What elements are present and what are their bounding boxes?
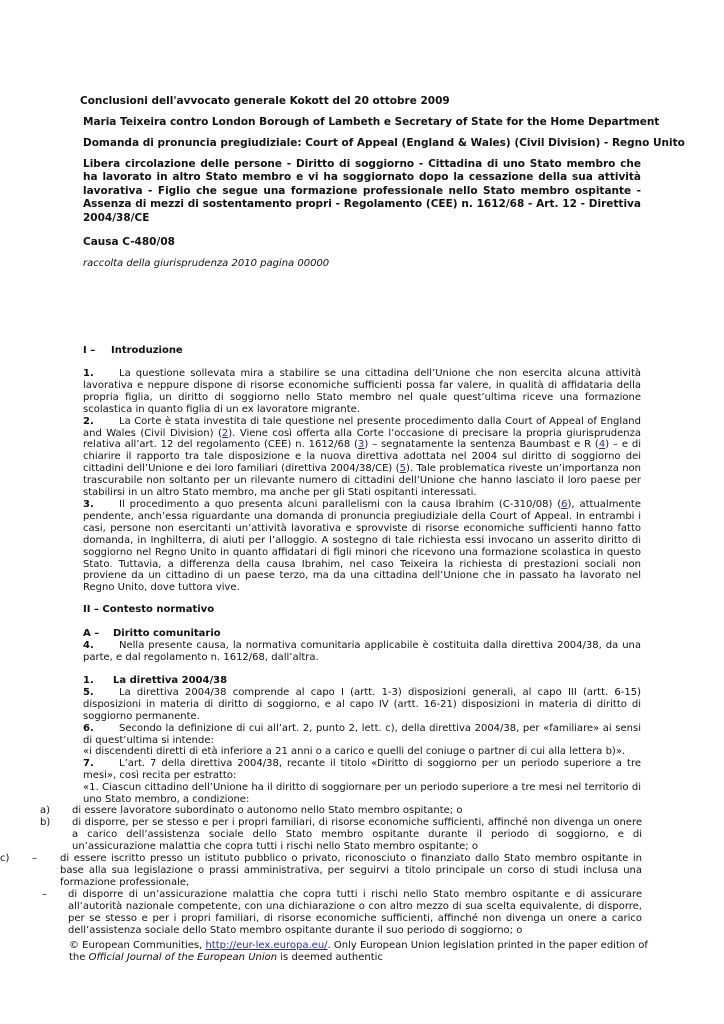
footnote-link-3[interactable]: 3	[357, 439, 365, 451]
case-collection: raccolta della giurisprudenza 2010 pagina 00000	[83, 258, 330, 269]
case-number: Causa C-480/08	[83, 236, 175, 248]
section-number: I –	[83, 345, 96, 356]
list-item-a: a) di essere lavoratore subordinato o autonomo nello Stato membro ospitante; o	[40, 805, 463, 816]
case-parties: Maria Teixeira contro London Borough of Lambeth e Secretary of State for the Home Department	[83, 116, 660, 128]
section-contesto-heading	[83, 604, 641, 616]
list-dash: –	[32, 853, 37, 864]
paragraph-7: 7. L’art. 7 della direttiva 2004/38, recante il titolo «Diritto di soggiorno per un periodo superiore a tre mesi», così recita per estratto:	[83, 758, 641, 782]
subsection-title: Diritto comunitario	[113, 628, 221, 639]
paragraph-7-quote: «1. Ciascun cittadino dell’Unione ha il diritto di soggiornare per un periodo superiore a tre mesi nel territorio di uno Stato membro, a condizione:	[83, 782, 641, 806]
journal-name: Official Journal of the European Union	[88, 952, 278, 963]
paragraph-2: 2. La Corte è stata investita di tale questione nel presente procedimento dalla Court of Appeal of England and Wales (Civil Division) (2). Viene così offerta alla Corte l’occasione di precisare la propria giurisprudenza relativa all’art. 12 del regolamento (CEE) n. 1612/68 (3) – segnatamente la sentenza Baumbast e R (4) – e di chiarire il rapporto tra tale disposizione e la nuova direttiva adottata nel 2004 sul diritto di soggiorno dei cittadini dell’Unione e dei loro familiari (direttiva 2004/38/CE) (5). Tale problematica riveste un’importanza non trascurabile non soltanto per un rilevante numero di cittadini dell’Unione che hanno lasciato il loro paese per stabilirsi in un altro Stato membro, ma anche per gli Stati ospitanti interessati.	[83, 415, 641, 499]
section-title: II – Contesto normativo	[83, 604, 215, 615]
paragraph-number: 6.	[83, 722, 94, 734]
paragraph-5: 5. La direttiva 2004/38 comprende al capo I (artt. 1-3) disposizioni generali, al capo III (artt. 6-15) disposizioni in materia di diritto di soggiorno, e al capo IV (artt. 16-21) disposizioni in materia di diritto di soggiorno permanente.	[83, 686, 641, 722]
paragraph-number: 7.	[83, 758, 94, 770]
section-introduzione-heading	[83, 345, 641, 357]
list-marker: c)	[0, 853, 10, 864]
paragraph-number: 3.	[83, 498, 94, 510]
reference-court: Domanda di pronuncia pregiudiziale: Court of Appeal (England & Wales) (Civil Division) - Regno Unito	[83, 137, 685, 149]
paragraph-number: 2.	[83, 415, 94, 427]
paragraph-1: 1. La questione sollevata mira a stabilire se una cittadina dell’Unione che non esercita alcuna attività lavorativa e neppure dispone di risorse economiche sufficienti possa far valere, in qualità di affidataria della propria figlia, un diritto di soggiorno nello Stato membro nel quale quest’ultima riceve una formazione scolastica in quanto figlia di un ex lavoratore migrante.	[83, 368, 641, 415]
paragraph-4: 4. Nella presente causa, la normativa comunitaria applicabile è costituita dalla direttiva 2004/38, da una parte, e dal regolamento n. 1612/68, dall’altra.	[83, 639, 641, 663]
conditions-list	[40, 805, 642, 853]
paragraph-3: 3. Il procedimento a quo presenta alcuni parallelismi con la causa Ibrahim (C-310/08) (6), attualmente pendente, anch’essa riguardante una domanda di pronuncia pregiudiziale della Court of Appeal. In entrambi i casi, persone non esercitanti un’attività lavorativa e sprovviste di risorse economiche sufficienti hanno fatto domanda, in Inghilterra, di aiuti per l’alloggio. A sostegno di tale richiesta essi invocano un asserito diritto di soggiorno nel Regno Unito in quanto affidatari di figli minori che ricevono una formazione scolastica in questo Stato. Tuttavia, a differenza della causa Ibrahim, nel caso Teixeira la richiesta di prestazioni sociali non proviene da un cittadino di un paese terzo, ma da una cittadina dell’Unione che in passato ha lavorato nel Regno Unito, dove tuttora vive.	[83, 498, 641, 594]
subsection-number: A –	[83, 628, 100, 639]
paragraph-number: 4.	[83, 639, 94, 651]
paragraph-6: 6. Secondo la definizione di cui all’art. 2, punto 2, lett. c), della direttiva 2004/38, per «familiare» ai sensi di quest’ultima si intende:	[83, 722, 641, 746]
case-keywords: Libera circolazione delle persone - Diritto di soggiorno - Cittadina di uno Stato membro che ha lavorato in altro Stato membro e vi ha soggiornato dopo la cessazione della sua attività lavorativa - Figlio che segue una formazione professionale nello Stato membro ospitante - Assenza di mezzi di sostentamento propri - Regolamento (CEE) n. 1612/68 - Art. 12 - Direttiva 2004/38/CE	[83, 158, 641, 224]
footer-copyright: © European Communities, http://eur-lex.europa.eu/. Only European Union legislation printed in the paper edition of the Official Journal of the European Union is deemed authentic	[69, 940, 648, 963]
subsection-diritto-comunitario	[83, 628, 641, 664]
footnote-link-4[interactable]: 4	[598, 439, 606, 451]
footnote-link-5[interactable]: 5	[399, 463, 406, 475]
eur-lex-link[interactable]: http://eur-lex.europa.eu/	[205, 940, 328, 951]
list-item-b: b) di disporre, per se stesso e per i propri familiari, di risorse economiche sufficienti, affinché non divenga un onere a carico dell’assistenza sociale dello Stato membro ospitante durante il periodo di soggiorno, e di un’assicurazione malattia che copra tutti i rischi nello Stato membro ospitante; o	[40, 816, 642, 852]
list-item-c: c) – di essere iscritto presso un istituto pubblico o privato, riconosciuto o finanziato dallo Stato membro ospitante in base alla sua legislazione o prassi amministrativa, per seguirvi a titolo principale un corso di studi inclusa una formazione professionale,	[0, 853, 642, 888]
footnote-link-6[interactable]: 6	[561, 498, 568, 510]
introduction-body	[83, 368, 641, 594]
document-title: Conclusioni dell'avvocato generale Kokott del 20 ottobre 2009	[80, 95, 450, 107]
paragraph-6-quote: «i discendenti diretti di età inferiore a 21 anni o a carico e quelli del coniuge o partner di cui alla lettera b)».	[83, 746, 626, 758]
paragraph-number: 1.	[83, 368, 94, 379]
footnote-link-2[interactable]: 2	[221, 427, 229, 439]
subsection-direttiva	[83, 675, 641, 806]
subsection-number: 1.	[83, 675, 94, 686]
section-title: Introduzione	[111, 345, 183, 356]
subsection-title: La direttiva 2004/38	[113, 675, 228, 686]
list-item-d: – di disporre di un’assicurazione malattia che copra tutti i rischi nello Stato membro ospitante e di assicurare all’autorità nazionale competente, con una dichiarazione o con altro mezzo di sua scelta equivalente, di disporre, per se stesso e per i propri familiari, di risorse economiche sufficienti, affinché non divenga un onere a carico dell’assistenza sociale dello Stato membro ospitante durante il suo periodo di soggiorno; o	[42, 889, 642, 936]
list-marker: b)	[40, 816, 51, 828]
list-marker: a)	[40, 805, 51, 816]
list-dash: –	[42, 889, 47, 900]
paragraph-number: 5.	[83, 686, 94, 698]
